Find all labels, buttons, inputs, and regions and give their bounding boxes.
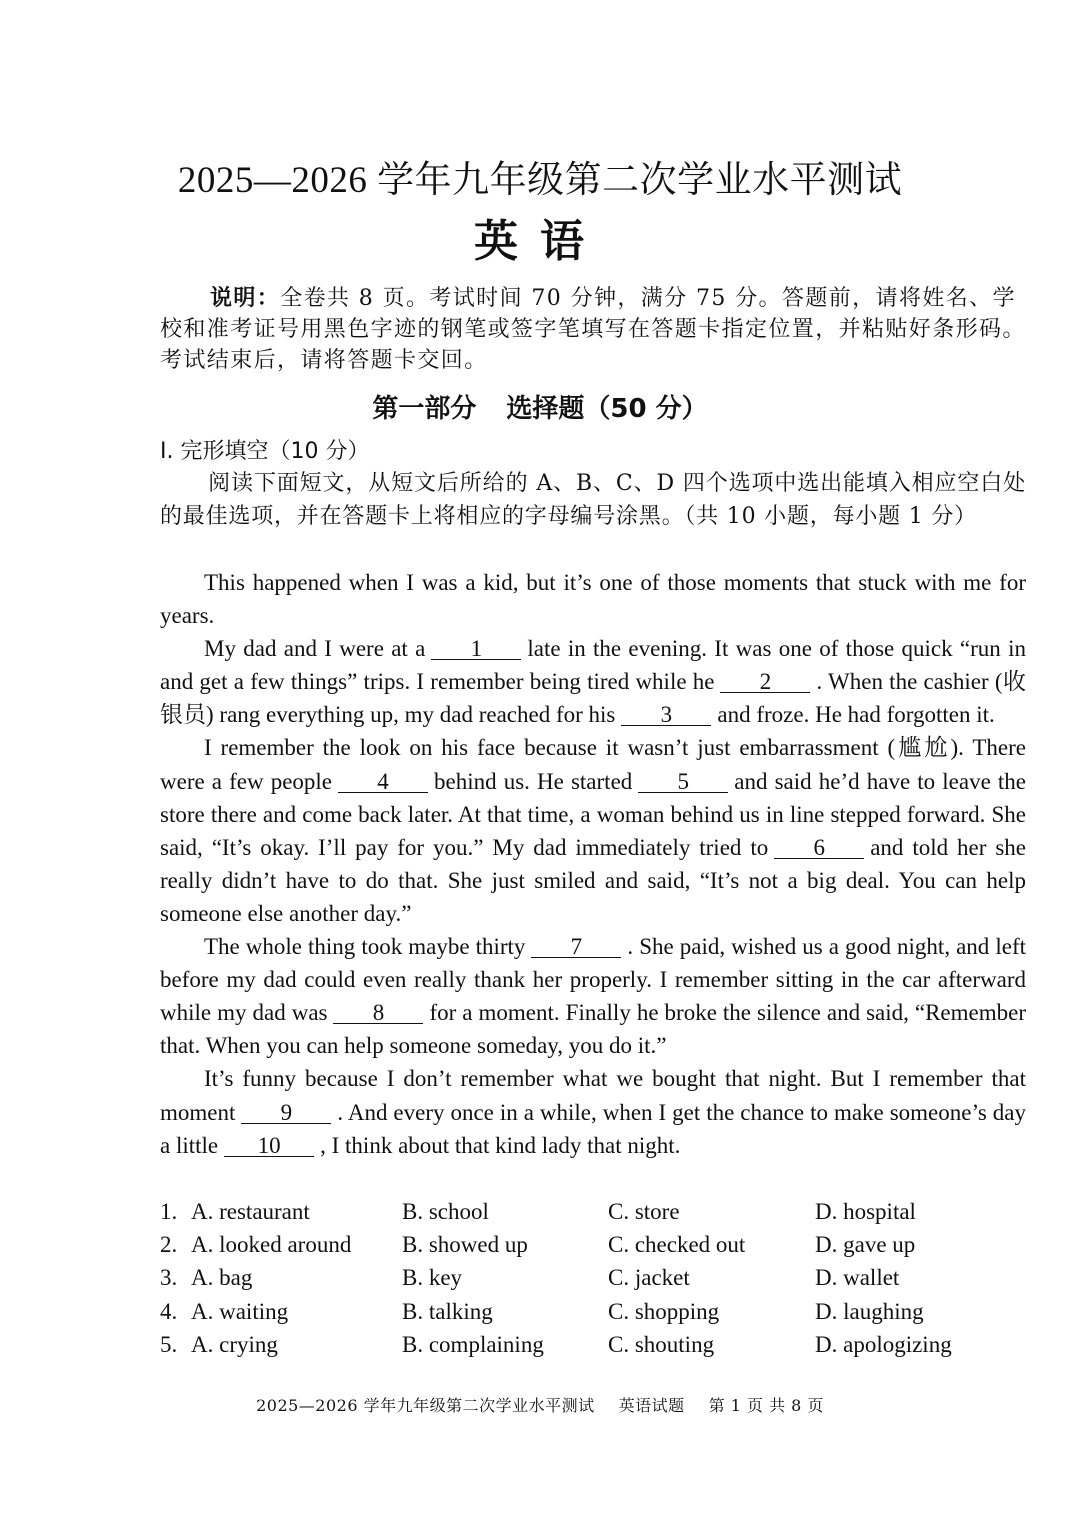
blank-9: 9 xyxy=(241,1102,331,1124)
option-a: A. waiting xyxy=(191,1298,289,1324)
section-directions xyxy=(160,467,1026,533)
option-b: B. key xyxy=(402,1265,463,1291)
blank-5: 5 xyxy=(638,771,728,793)
question-number: 2. xyxy=(160,1232,178,1258)
option-b: B. complaining xyxy=(402,1331,544,1357)
question-number: 5. xyxy=(160,1331,178,1357)
option-row xyxy=(160,1195,1040,1228)
footer-subject: 英语试题 xyxy=(618,1396,685,1415)
question-number: 4. xyxy=(160,1298,178,1324)
option-a: A. bag xyxy=(191,1265,253,1291)
option-c: C. store xyxy=(608,1199,680,1224)
page-footer xyxy=(0,1394,1080,1418)
blank-8: 8 xyxy=(333,1002,423,1024)
answer-options xyxy=(160,1195,1040,1361)
option-row xyxy=(160,1228,1040,1261)
part-heading xyxy=(0,390,1080,428)
option-c: C. shouting xyxy=(608,1331,715,1357)
option-b: B. school xyxy=(402,1199,489,1224)
passage-paragraph: I remember the look on his face because it wasn’t just embarrassment (尴尬). There were a few people 4 behind us. He started 5 and said he’d have to leave the store there and come back later. At that time, a woman behind us in line stepped forward. She said, “It’s okay. I’ll pay for you.” My dad immediately tried to 6 and told her she really didn’t have to do that. She just smiled and said, “It’s not a big deal. You can help someone else another day.” xyxy=(160,735,1026,926)
instructions-label: 说明： xyxy=(210,286,281,311)
question-number: 1. xyxy=(160,1199,178,1224)
blank-3: 3 xyxy=(621,704,711,726)
option-a: A. looked around xyxy=(191,1232,352,1258)
passage-paragraph: It’s funny because I don’t remember what we bought that night. But I remember that moment 9 . And every once in a while, when I get the chance to make someone’s day a little 10 , I think about that kind lady that night. xyxy=(160,1066,1026,1158)
option-c: C. checked out xyxy=(608,1232,746,1258)
exam-title: 2025—2026 学年九年级第二次学业水平测试 xyxy=(177,160,903,201)
part-heading-label: 第一部分 xyxy=(372,394,477,424)
instructions-text: 全卷共 8 页。考试时间 70 分钟，满分 75 分。答题前，请将姓名、学校和准考证号用黑色字迹的钢笔或签字笔填写在答题卡指定位置，并粘贴好条形码。考试结束后，请将答题卡交回。 xyxy=(160,286,1026,373)
question-number: 3. xyxy=(160,1265,178,1291)
footer-page-number: 第 1 页 共 8 页 xyxy=(708,1396,824,1415)
blank-6: 6 xyxy=(774,837,864,859)
option-b: B. showed up xyxy=(402,1232,528,1258)
option-c: C. shopping xyxy=(608,1298,720,1324)
option-a: A. restaurant xyxy=(191,1199,310,1224)
directions-text: 阅读下面短文，从短文后所给的 A、B、C、D 四个选项中选出能填入相应空白处的最佳选项，并在答题卡上将相应的字母编号涂黑。（共 10 小题，每小题 1 分） xyxy=(160,471,1026,529)
footer-title: 2025—2026 学年九年级第二次学业水平测试 xyxy=(256,1396,595,1415)
option-a: A. crying xyxy=(191,1331,278,1357)
option-d: D. apologizing xyxy=(815,1331,952,1357)
option-row xyxy=(160,1328,1040,1361)
blank-7: 7 xyxy=(531,936,621,958)
instructions xyxy=(160,283,1030,376)
option-d: D. hospital xyxy=(815,1199,916,1224)
blank-10: 10 xyxy=(224,1135,314,1157)
option-d: D. laughing xyxy=(815,1298,924,1324)
cloze-passage xyxy=(160,566,1026,1162)
part-heading-title: 选择题（50 分） xyxy=(506,394,708,424)
option-row xyxy=(160,1295,1040,1328)
option-d: D. wallet xyxy=(815,1265,900,1291)
passage-paragraph: My dad and I were at a 1 late in the evening. It was one of those quick “run in and get a few things” trips. I remember being tired while he 2 . When the cashier (收银员) rang everything up, my dad reached for his 3 and froze. He had forgotten it. xyxy=(160,636,1026,728)
passage-paragraph: This happened when I was a kid, but it’s one of those moments that stuck with me for years. xyxy=(160,570,1026,629)
subject-title: 英语 xyxy=(474,216,606,267)
blank-1: 1 xyxy=(431,638,521,660)
passage-paragraph: The whole thing took maybe thirty 7 . She paid, wished us a good night, and left before my dad could even really thank her properly. I remember sitting in the car afterward while my dad was 8 for a moment. Finally he broke the silence and said, “Remember that. When you can help someone someday, you do it.” xyxy=(160,934,1026,1059)
option-b: B. talking xyxy=(402,1298,493,1324)
section-heading: I. 完形填空（10 分） xyxy=(160,439,370,464)
option-c: C. jacket xyxy=(608,1265,690,1291)
option-row xyxy=(160,1261,1040,1294)
option-d: D. gave up xyxy=(815,1232,916,1258)
blank-2: 2 xyxy=(720,671,810,693)
blank-4: 4 xyxy=(338,771,428,793)
